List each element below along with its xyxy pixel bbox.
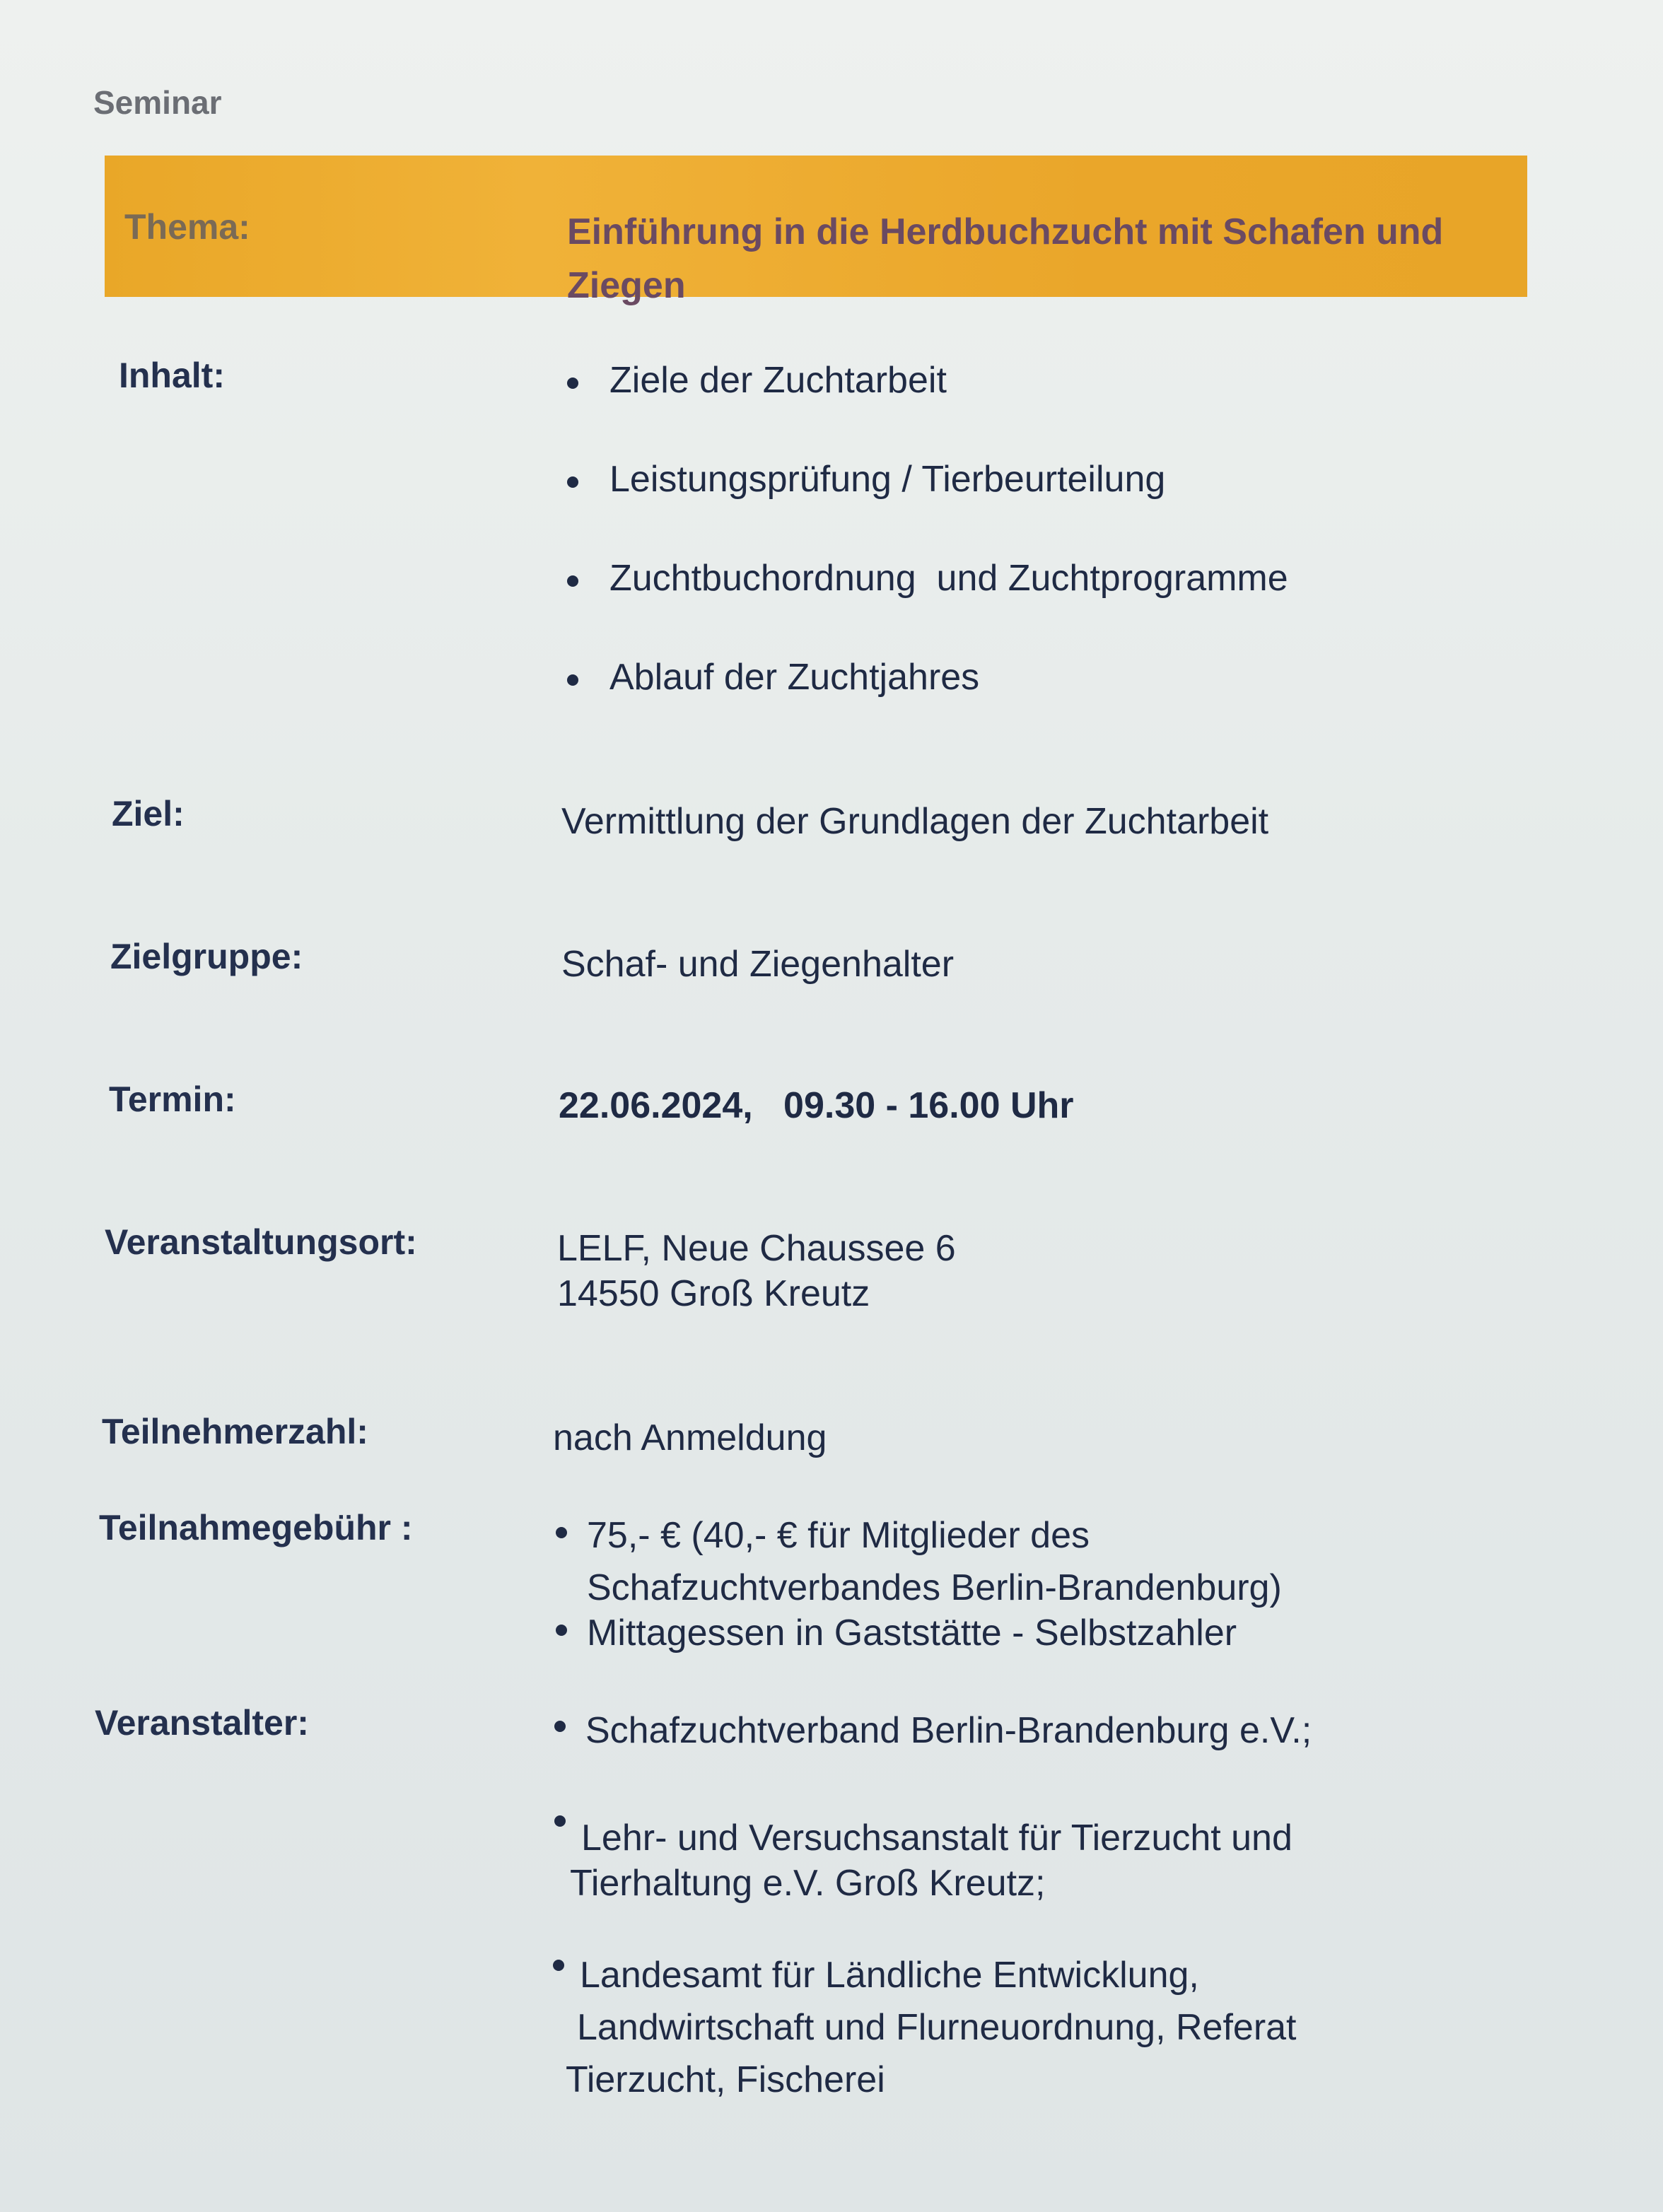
thema-value: Einführung in die Herdbuchzucht mit Schafen und Ziegen bbox=[567, 211, 1444, 306]
bullet-icon bbox=[554, 1721, 566, 1732]
bullet-icon bbox=[567, 575, 578, 587]
ziel-value: Vermittlung der Grundlagen der Zuchtarbeit bbox=[561, 801, 1269, 842]
teilnahmegebuehr-item-line1: 75,- € (40,- € für Mitglieder des bbox=[587, 1515, 1090, 1556]
bullet-icon bbox=[567, 378, 578, 389]
veranstaltungsort-line2: 14550 Groß Kreutz bbox=[557, 1273, 870, 1314]
veranstalter-item-line3: Tierzucht, Fischerei bbox=[566, 2059, 885, 2100]
inhalt-item: Leistungsprüfung / Tierbeurteilung bbox=[609, 459, 1166, 500]
bullet-icon bbox=[553, 1960, 564, 1971]
inhalt-label: Inhalt: bbox=[119, 356, 225, 395]
veranstaltungsort-label: Veranstaltungsort: bbox=[105, 1222, 417, 1262]
bullet-icon bbox=[554, 1815, 566, 1827]
veranstalter-item-line1: Landesamt für Ländliche Entwicklung, bbox=[580, 1955, 1199, 1996]
ziel-label: Ziel: bbox=[112, 794, 185, 833]
veranstalter-item-line2: Tierhaltung e.V. Groß Kreutz; bbox=[570, 1863, 1046, 1904]
teilnehmerzahl-label: Teilnehmerzahl: bbox=[102, 1412, 368, 1451]
seminar-heading: Seminar bbox=[93, 84, 222, 121]
bullet-icon bbox=[567, 476, 578, 488]
inhalt-item: Ziele der Zuchtarbeit bbox=[609, 360, 947, 401]
teilnahmegebuehr-item-line2: Schafzuchtverbandes Berlin-Brandenburg) bbox=[587, 1567, 1282, 1608]
teilnahmegebuehr-label: Teilnahmegebühr : bbox=[99, 1508, 413, 1547]
inhalt-item: Zuchtbuchordnung und Zuchtprogramme bbox=[609, 558, 1288, 599]
veranstalter-label: Veranstalter: bbox=[95, 1703, 309, 1743]
bullet-icon bbox=[567, 674, 578, 686]
veranstalter-item-line1: Lehr- und Versuchsanstalt für Tierzucht und bbox=[581, 1818, 1293, 1859]
teilnehmerzahl-value: nach Anmeldung bbox=[553, 1417, 827, 1458]
bullet-icon bbox=[556, 1527, 567, 1538]
veranstaltungsort-line1: LELF, Neue Chaussee 6 bbox=[557, 1228, 956, 1269]
termin-label: Termin: bbox=[109, 1079, 236, 1119]
zielgruppe-label: Zielgruppe: bbox=[110, 937, 303, 976]
veranstalter-item-line1: Schafzuchtverband Berlin-Brandenburg e.V.; bbox=[585, 1710, 1312, 1751]
zielgruppe-value: Schaf- und Ziegenhalter bbox=[561, 944, 955, 985]
veranstalter-item-line2: Landwirtschaft und Flurneuordnung, Referat bbox=[577, 2007, 1297, 2048]
inhalt-item: Ablauf der Zuchtjahres bbox=[609, 657, 980, 698]
teilnahmegebuehr-item-line1: Mittagessen in Gaststätte - Selbstzahler bbox=[587, 1613, 1237, 1654]
bullet-icon bbox=[556, 1625, 567, 1636]
termin-value: 22.06.2024, 09.30 - 16.00 Uhr bbox=[559, 1085, 1074, 1126]
thema-label: Thema: bbox=[124, 207, 250, 247]
